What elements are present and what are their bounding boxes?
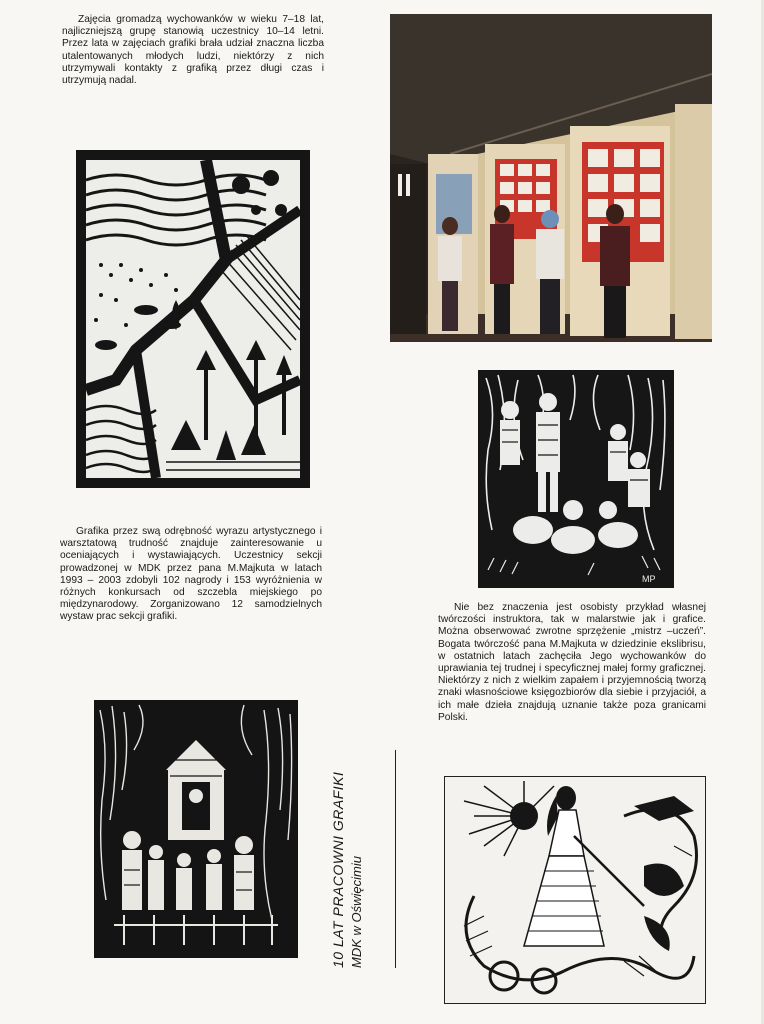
middle-text: Grafika przez swą odrębność wyrazu artystycznego i warsztatową trudność znajduje zainteresowanie u oceniających i wystawiających. Uczestnicy sekcji prowadzonej w MDK przez pana M.Majkuta w latach 1993 – 2003 zdobyli 102 nagrody i 153 wyróżnienia w różnych konkursach od szczebla miejskiego po międzynarodowy. Zorganizowano 12 samodzielnych wystaw prac sekcji grafiki. xyxy=(60,526,322,623)
linocut-landscape-image xyxy=(76,150,310,488)
linocut-children-forest-image xyxy=(478,370,674,588)
vertical-title-sub: MDK w Oświęcimiu xyxy=(349,856,364,968)
middle-paragraph xyxy=(60,526,322,624)
intro-text: Zajęcia gromadzą wychowanków w wieku 7–18 lat, najliczniejszą grupę stanowią uczestnicy 10–14 letni. Przez lata w zajęciach grafiki brała udział znaczna liczba utalentowanych młodych ludzi, niektórzy z nich utrzymywali kontakty z grafiką przez długi czas i utrzymują nadal. xyxy=(62,14,324,87)
linocut-chapel-image xyxy=(94,700,298,958)
vertical-divider xyxy=(395,750,396,968)
linocut-children-forest-drawing xyxy=(478,370,674,588)
vertical-title xyxy=(330,772,364,968)
exhibition-photo xyxy=(390,14,712,342)
linocut-landscape-drawing xyxy=(76,150,310,488)
vertical-title-main: 10 LAT PRACOWNI GRAFIKI xyxy=(330,771,346,968)
intro-paragraph xyxy=(62,14,324,87)
right-paragraph xyxy=(438,602,706,724)
linocut-chapel-drawing xyxy=(94,700,298,958)
linocut-dragon-image xyxy=(444,776,706,1004)
print-signature: MP xyxy=(642,574,656,584)
exhibition-photo-drawing xyxy=(390,14,712,342)
right-text: Nie bez znaczenia jest osobisty przykład własnej twórczości instruktora, tak w malarstwie jak i grafice. Można obserwować zwrotne sprzężenie „mistrz –uczeń”. Bogata twórczość pana M.Majkuta w dziedzinie ekslibrisu, w ostatnich latach zachęciła Jego wychowanków do uprawiania tej trudnej i specyficznej małej formy graficznej. Niektórzy z nich z wielkim zapałem i przyjemnością tworzą znaki własnościowe księgozbiorów dla siebie i przyjaciół, a ich małe dzieła znajdują uznanie także poza granicami Polski. xyxy=(438,602,706,723)
linocut-dragon-drawing xyxy=(444,776,706,1004)
